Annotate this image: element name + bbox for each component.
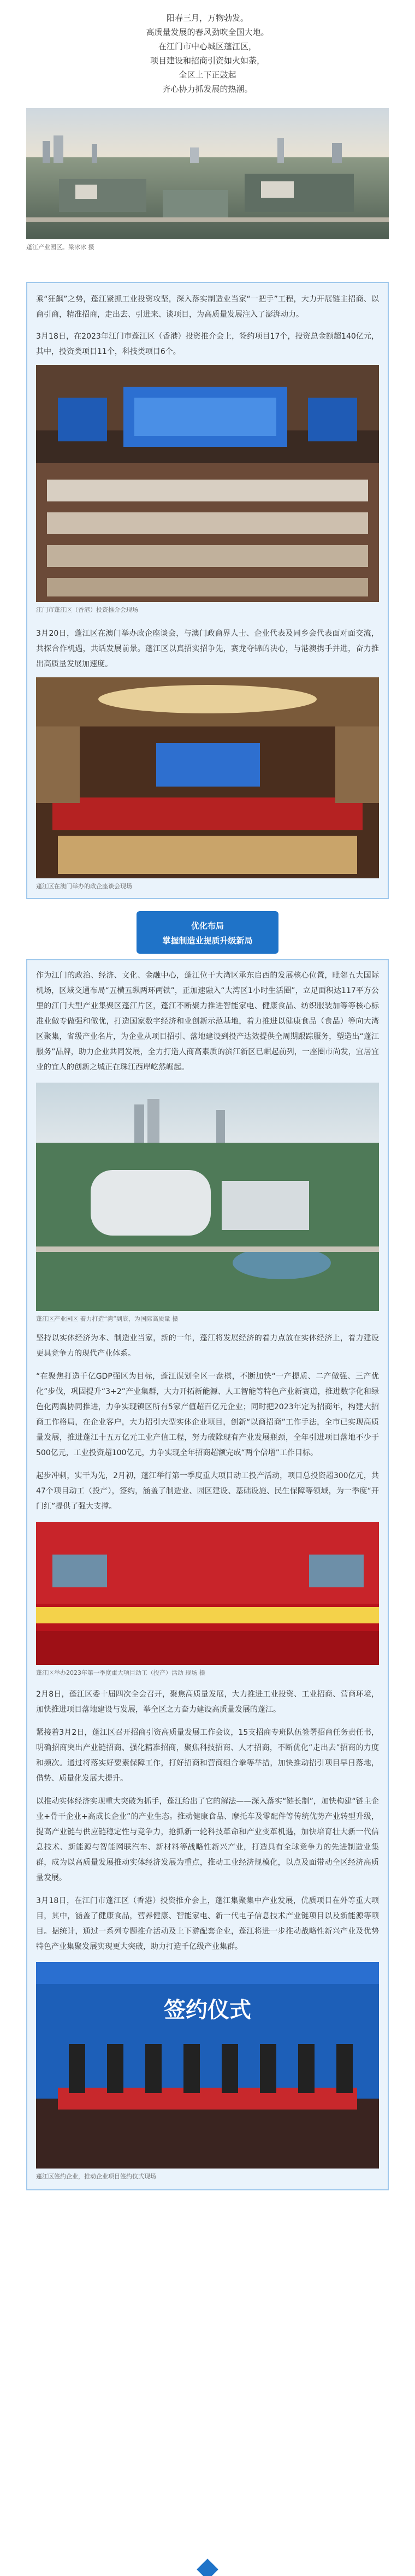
project-launch-photo: [36, 1522, 379, 1665]
section-environment: [26, 959, 389, 2190]
intro-line: 高质量发展的春风劲吹全国大地。: [146, 27, 269, 37]
intro-line: 齐心协力抓发展的热潮。: [162, 84, 253, 94]
paragraph: 紧接着3月2日，蓬江区召开招商引资高质量发展工作会议，15支招商专班队伍签署招商任务责任书，明确招商突出产业链招商、强化精准招商，聚焦科技招商、人才招商，不断优化“走出去”招商的力度和频次。通过将落实好要素保障工作，打好招商和营商组合拳等举措，加快推动招引项目早日落地，借势、质量化发展大提升。: [36, 1728, 379, 1783]
section-title-line: 优化布局: [191, 921, 224, 931]
photo-caption: 江门市蓬江区（香港）投资推介会现场: [36, 606, 138, 613]
conference-photo: [36, 365, 379, 602]
intro-line: 全区上下正鼓起: [179, 70, 236, 80]
photo-caption: 蓬江区举办2023年第一季度重大项目动工（投产）活动 现场 摄: [36, 1669, 205, 1676]
paragraph: 起步冲刺，实干为先，2月初，蓬江举行第一季度重大项目动工投产活动，项目总投资超300亿元，共47个项目动工（投产），签约，涵盖了制造业、园区建设、基础设施、民生保障等领域，为一季度“开门红”提供了强大支撑。: [36, 1472, 379, 1511]
paragraph: “在聚焦打造千亿GDP强区为目标，蓬江谋划全区一盘棋，不断加快“一产提质、二产做强、三产优化”步伐，巩固提升“3+2”产业集群，大力开拓新能源、人工智能等特色产业新赛道，推进数字化和绿色化两翼协同推进，力争实现镇区所有5家产值超百亿元企业；同时把2023年定为招商年，构建大招商工作格局，在企业客户，大力招引大型实体企业项目，创新“以商招商”工作手法，全市已实现高质量发展，推进蓬江十五万亿元工业产值工程，努力破除现有产业发展瓶颈，全年引进项目落地不少于500亿元，工业投资超100亿元，力争实现全年招商超额完成“两个倍增”工作目标。: [36, 1372, 379, 1457]
end-marker-icon: [197, 2559, 218, 2576]
intro-line: 阳春三月，万物勃发。: [166, 13, 248, 23]
macau-meeting-photo: [36, 677, 379, 878]
photo-caption: 蓬江区在澳门举办的政企座谈会现场: [36, 883, 132, 890]
aerial-photo: [26, 108, 389, 239]
paragraph: 作为江门的政治、经济、文化、金融中心，蓬江位于大湾区承东启西的发展核心位置，毗邻五大国际机场，区域交通布局“五横五纵两环两铁”，正加速融入“大湾区1小时生活圈”，立足面积达117平方公里的江门大型产业集聚区蓬江片区，蓬江不断聚力推进智能家电、健康食品、纺织服装加等等核心标准业做专做强和做优，打造国家数字经济和业创新示范基地，着力推进以健康食品（食品）等向大湾区聚集，省级产业名片，为企业从项目招引、落地建设到投产达效提供全周期跟踪服务，塑造出“蓬江服务”品牌，助力企业共同发展，全力打造人商高素质的滨江新区已崛起前列，一座圈市尚发，宜居宜业的宜人的创新之城正在珠江西岸屹然崛起。: [36, 971, 379, 1072]
paragraph: 坚持以实体经济为本、制造业当家，新的一年，蓬江将发展经济的着力点放在实体经济上，着力建设更具竞争力的现代产业体系。: [36, 1334, 379, 1358]
intro-block: [0, 0, 415, 96]
section-heading-ribbon: [0, 899, 415, 959]
section-title-line: 掌握制造业提质升级新局: [162, 936, 253, 946]
paragraph: 乘“狂飙”之势，蓬江紧抓工业投资攻坚，深入落实制造业当家“一把手”工程，大力开展链主招商、以商引商，精准招商，走出去、引进来、谈项目，为高质量发展注入了澎湃动力。: [36, 295, 379, 319]
photo-caption: 蓬江区签约企业，推动企业项目签约仪式现场: [36, 2173, 156, 2180]
paragraph: 3月18日，在江门市蓬江区（香港）投资推介会上，蓬江集聚集中产业发展，优质项目在外等重大项目，其中，涵盖了健康食品，营养健康、智能家电、新一代电子信息技术产业链项目以及新能源等项目。据统计，通过一系列专题推介活动及上下游配套企业，蓬江将进一步推动战略性新兴产业及优势特色产业集聚发展实现更大突破，助力打造千亿级产业集群。: [36, 1896, 379, 1951]
paragraph: 3月20日，蓬江区在澳门举办政企座谈会，与澳门政商界人士、企业代表及同乡会代表面对面交流，共探合作机遇，共话发展前景。蓬江区以真招实招争先，赛龙夺锦的决心，与港澳携手并进，奋力推出高质量发展加速度。: [36, 629, 379, 669]
intro-line: 项目建设和招商引资如火如荼，: [150, 56, 265, 66]
paragraph: 2月8日，蓬江区委十届四次全会召开，聚焦高质量发展，大力推进工业投资、工业招商、营商环境，加快推进项目落地建设与发展，举全区之力奋力建设高质量发展的蓬江。: [36, 1690, 379, 1714]
section-investment: [26, 282, 389, 899]
paragraph: 以推动实体经济实现重大突破为抓手，蓬江给出了它的解法——深入落实“链长制”，加快构建“链主企业+骨干企业+高成长企业”的产业生态。推动健康食品、摩托车及零配件等传统优势产业转型升级，提高产业链与供应链稳定性与竞争力，抢抓新一轮科技革命和产业变革机遇，加快培育壮大新一代信息技术、新能源与智能网联汽车、新材料等战略性新兴产业，打造具有全球竞争力的先进制造业集群，成为以高质量发展推动实体经济发展为重点，推动工业经济规模化，以点及面带动全区经济高质量发展。: [36, 1797, 379, 1882]
industrial-park-photo: [36, 1083, 379, 1311]
photo-caption: 蓬江区产业园区 着力打造“湾”到底，为国际高质量 摄: [36, 1315, 179, 1322]
paragraph: 3月18日，在2023年江门市蓬江区（香港）投资推介会上，签约项目17个，投资总金额超140亿元，其中，投资类项目11个，科技类项目6个。: [36, 332, 379, 356]
intro-line: 在江门市中心城区蓬江区，: [158, 42, 257, 51]
photo-caption: 蓬江产业园区。梁冰冰 摄: [26, 244, 94, 251]
signing-banner-text: 签约仪式: [164, 1998, 251, 2023]
signing-ceremony-photo: [36, 1962, 379, 2169]
section-title-tag: [137, 911, 278, 954]
